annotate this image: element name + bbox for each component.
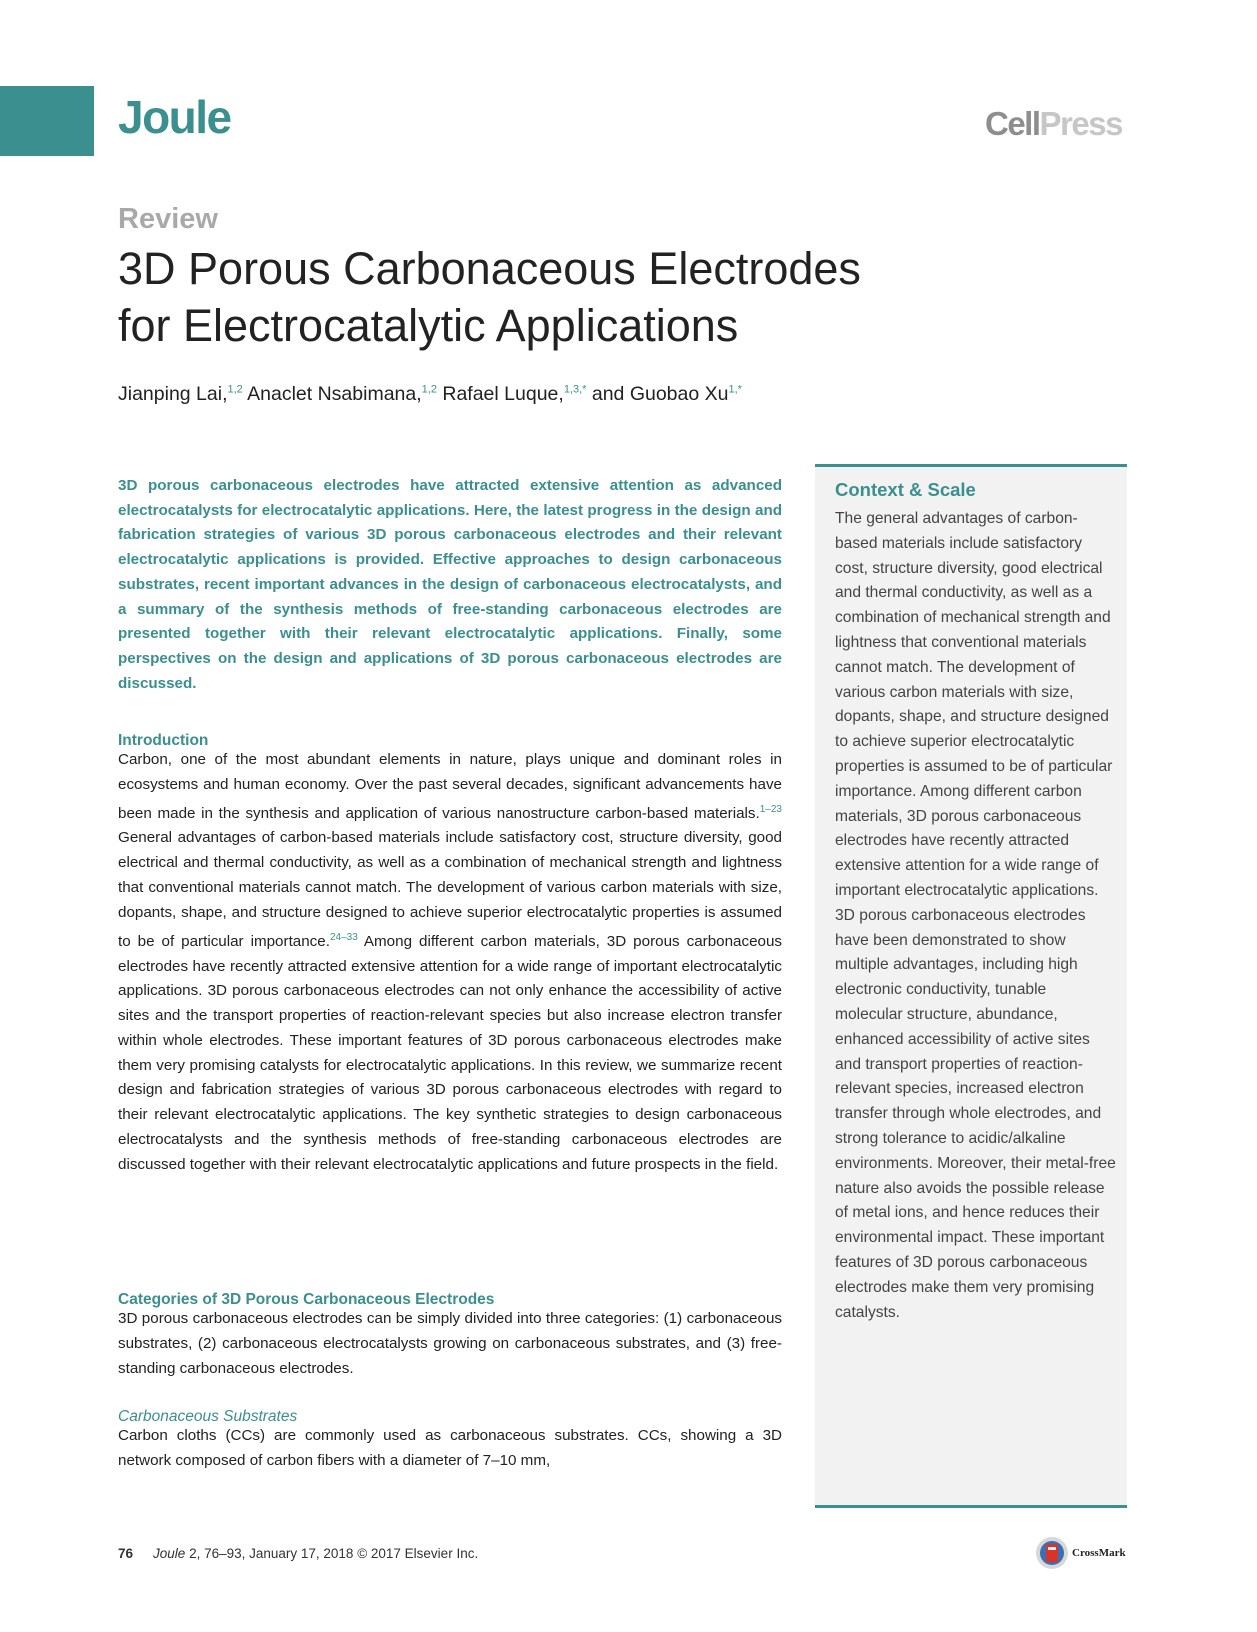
author-affiliation[interactable]: 1,2 <box>227 383 243 396</box>
introduction-heading: Introduction <box>118 732 209 749</box>
abstract: 3D porous carbonaceous electrodes have attracted extensive attention as advanced electrocatalysts for electrocatalytic applications. Here, the latest progress in the design and fabrication strategies of various 3D porous carbonaceous electrodes and their relevant electrocatalytic applications is provided. Effective approaches to design carbonaceous substrates, recent important advances in the design of carbonaceous electrocatalysts, and a summary of the synthesis methods of free-standing carbonaceous electrodes are presented together with their relevant electrocatalytic applications. Finally, some perspectives on the design and applications of 3D porous carbonaceous electrodes are discussed. <box>118 477 782 692</box>
title-line-2: for Electrocatalytic Applications <box>118 300 739 351</box>
substrates-subheading: Carbonaceous Substrates <box>118 1408 298 1425</box>
brand-color-block <box>0 86 94 156</box>
crossmark-icon <box>1035 1536 1069 1570</box>
categories-paragraph: 3D porous carbonaceous electrodes can be simply divided into three categories: (1) carbonaceous substrates, (2) carbonaceous electrocatalysts growing on carbonaceous substrates, and (3) free-standing carbonaceous electrodes. <box>118 1310 782 1377</box>
introduction-paragraph <box>118 748 782 1178</box>
footer-citation: 2, 76–93, January 17, 2018 © 2017 Elsevier Inc. <box>185 1546 479 1561</box>
intro-text-part2: General advantages of carbon-based materials include satisfactory cost, structure diversity, good electrical and thermal conductivity, as well as a combination of mechanical strength and lightness that conventional materials cannot match. The development of various carbon materials with size, dopants, shape, and structure designed to achieve superior electrocatalytic properties is assumed to be of particular importance. <box>118 829 782 950</box>
crossmark-label: CrossMark <box>1072 1547 1126 1559</box>
intro-text-part3: Among different carbon materials, 3D porous carbonaceous electrodes have recently attracted extensive attention for a wide range of important electrocatalytic applications. 3D porous carbonaceous electrodes can not only enhance the accessibility of active sites and the transport properties of reaction-relevant species but also increase electron transfer within whole electrodes. These important features of 3D porous carbonaceous electrodes make them very promising catalysts for electrocatalytic applications. In this review, we summarize recent design and fabrication strategies of various 3D porous carbonaceous electrodes with regard to their relevant electrocatalytic applications. The key synthetic strategies to design carbonaceous electrocatalysts and the synthesis methods of free-standing carbonaceous electrodes are discussed together with their relevant electrocatalytic applications and future prospects in the field. <box>118 932 783 1173</box>
crossmark-badge[interactable] <box>1035 1536 1125 1572</box>
author-name[interactable]: Rafael Luque, <box>436 383 564 405</box>
author-affiliation[interactable]: 1,2 <box>421 383 437 396</box>
title-line-1: 3D Porous Carbonaceous Electrodes <box>118 243 861 294</box>
context-scale-box <box>815 464 1127 1508</box>
citation-link[interactable]: 1–23 <box>759 803 782 815</box>
intro-text-part1: Carbon, one of the most abundant elements in nature, plays unique and dominant roles in ecosystems and human economy. Over the past several decades, significant advancements have been made in the synthesis and application of various nanostructure carbon-based materials. <box>118 751 782 822</box>
page-number: 76 <box>118 1546 134 1561</box>
categories-heading: Categories of 3D Porous Carbonaceous Electrodes <box>118 1291 495 1308</box>
author-affiliation[interactable]: 1,3,* <box>563 383 587 396</box>
publisher-logo-part1: Cell <box>985 105 1040 142</box>
article-title <box>118 240 1018 354</box>
citation-link[interactable]: 24–33 <box>329 931 358 943</box>
author-name[interactable]: Jianping Lai, <box>118 383 228 405</box>
author-affiliation[interactable]: 1,* <box>728 383 742 396</box>
context-scale-text: The general advantages of carbon-based materials include satisfactory cost, structure diversity, good electrical and thermal conductivity, as well as a combination of mechanical strength and lightness that conventional materials cannot match. The development of various carbon materials with size, dopants, shape, and structure designed to achieve superior electrocatalytic properties is assumed to be of particular importance. Among different carbon materials, 3D porous carbonaceous electrodes have recently attracted extensive attention for a wide range of important electrocatalytic applications. 3D porous carbonaceous electrodes have been demonstrated to show multiple advantages, including high electronic conductivity, tunable molecular structure, abundance, enhanced accessibility of active sites and transport properties of reaction-relevant species, increased electron transfer through whole electrodes, and strong tolerance to acidic/alkaline environments. Moreover, their metal-free nature also avoids the possible release of metal ions, and hence reduces their environmental impact. These important features of 3D porous carbonaceous electrodes make them very promising catalysts. <box>835 510 1116 1321</box>
journal-logo[interactable]: Joule <box>118 91 231 143</box>
article-type: Review <box>118 203 218 235</box>
author-name[interactable]: and Guobao Xu <box>586 383 729 405</box>
substrates-paragraph: Carbon cloths (CCs) are commonly used as carbonaceous substrates. CCs, showing a 3D network composed of carbon fibers with a diameter of 7–10 mm, <box>118 1427 782 1469</box>
author-name[interactable]: Anaclet Nsabimana, <box>242 383 422 405</box>
publisher-logo-part2: Press <box>1039 105 1122 142</box>
footer-journal: Joule <box>153 1546 186 1561</box>
author-list <box>118 383 742 406</box>
page-footer <box>118 1546 478 1561</box>
publisher-logo[interactable] <box>985 105 1122 143</box>
context-scale-title: Context & Scale <box>835 479 976 500</box>
